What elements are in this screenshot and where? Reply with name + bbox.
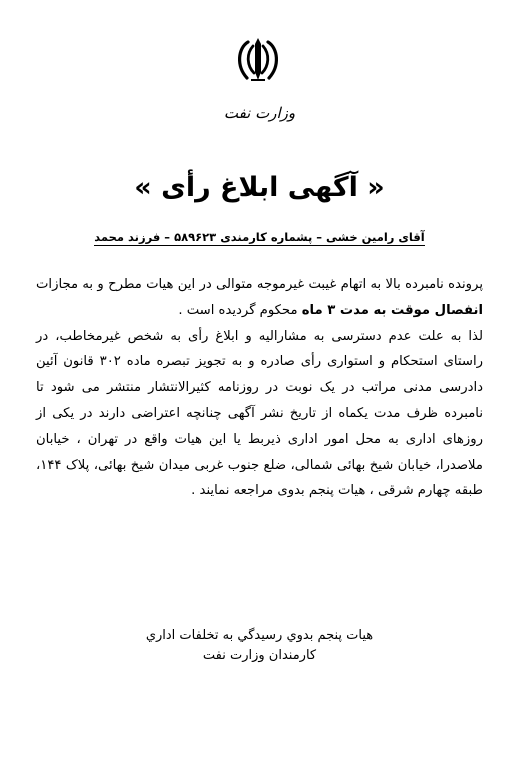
- p1-text-a: پرونده نامبرده بالا به اتهام غیبت غیرموجه متوالی در این هیات مطرح و به مجازات: [36, 277, 483, 292]
- signature-line-1: هيات پنجم بدوي رسيدگي به تخلفات اداري: [145, 628, 374, 643]
- signature-line-2: كارمندان وزارت نفت: [202, 648, 317, 663]
- signature-block: [0, 626, 519, 666]
- notice-title: « آگهی ابلاغ رأی »: [134, 172, 385, 203]
- p1-text-b: محکوم گردیده است .: [178, 302, 302, 318]
- notice-body: [36, 272, 483, 504]
- p1-penalty: انفصال موقت به مدت ۳ ماه: [301, 302, 483, 318]
- ministry-name: وزارت نفت: [223, 104, 296, 122]
- body-paragraph-2: لذا به علت عدم دسترسی به مشارالیه و ابلاغ رأی به شخص غیرمخاطب، در راستای استحکام و استواری رأی صادره و به تجویز تبصره ماده ۳۰۲ قانون آئین دادرسی مدنی مراتب در یک نوبت در روزنامه کثیرالانتشار منتشر می شود تا نامبرده ظرف مدت یکماه از تاریخ نشر آگهی چنانچه اعتراضی دارند در یکی از روزهای اداری به محل امور اداری ذیربط یا این هیات واقع در تهران ، خیابان ملاصدرا، خیابان شیخ بهائی شمالی، ضلع جنوب غربی میدان شیخ بهائی، پلاک ۱۴۴، طبقه چهارم شرقی ، هیات پنجم بدوی مراجعه نمایند .: [36, 328, 483, 499]
- body-paragraph-1: [36, 272, 483, 324]
- iran-emblem-icon: [231, 36, 285, 84]
- notice-subtitle: [0, 230, 519, 244]
- subtitle-text: آقای رامین خشی – پشماره کارمندی ۵۸۹۶۲۳ – فرزند محمد: [94, 230, 425, 244]
